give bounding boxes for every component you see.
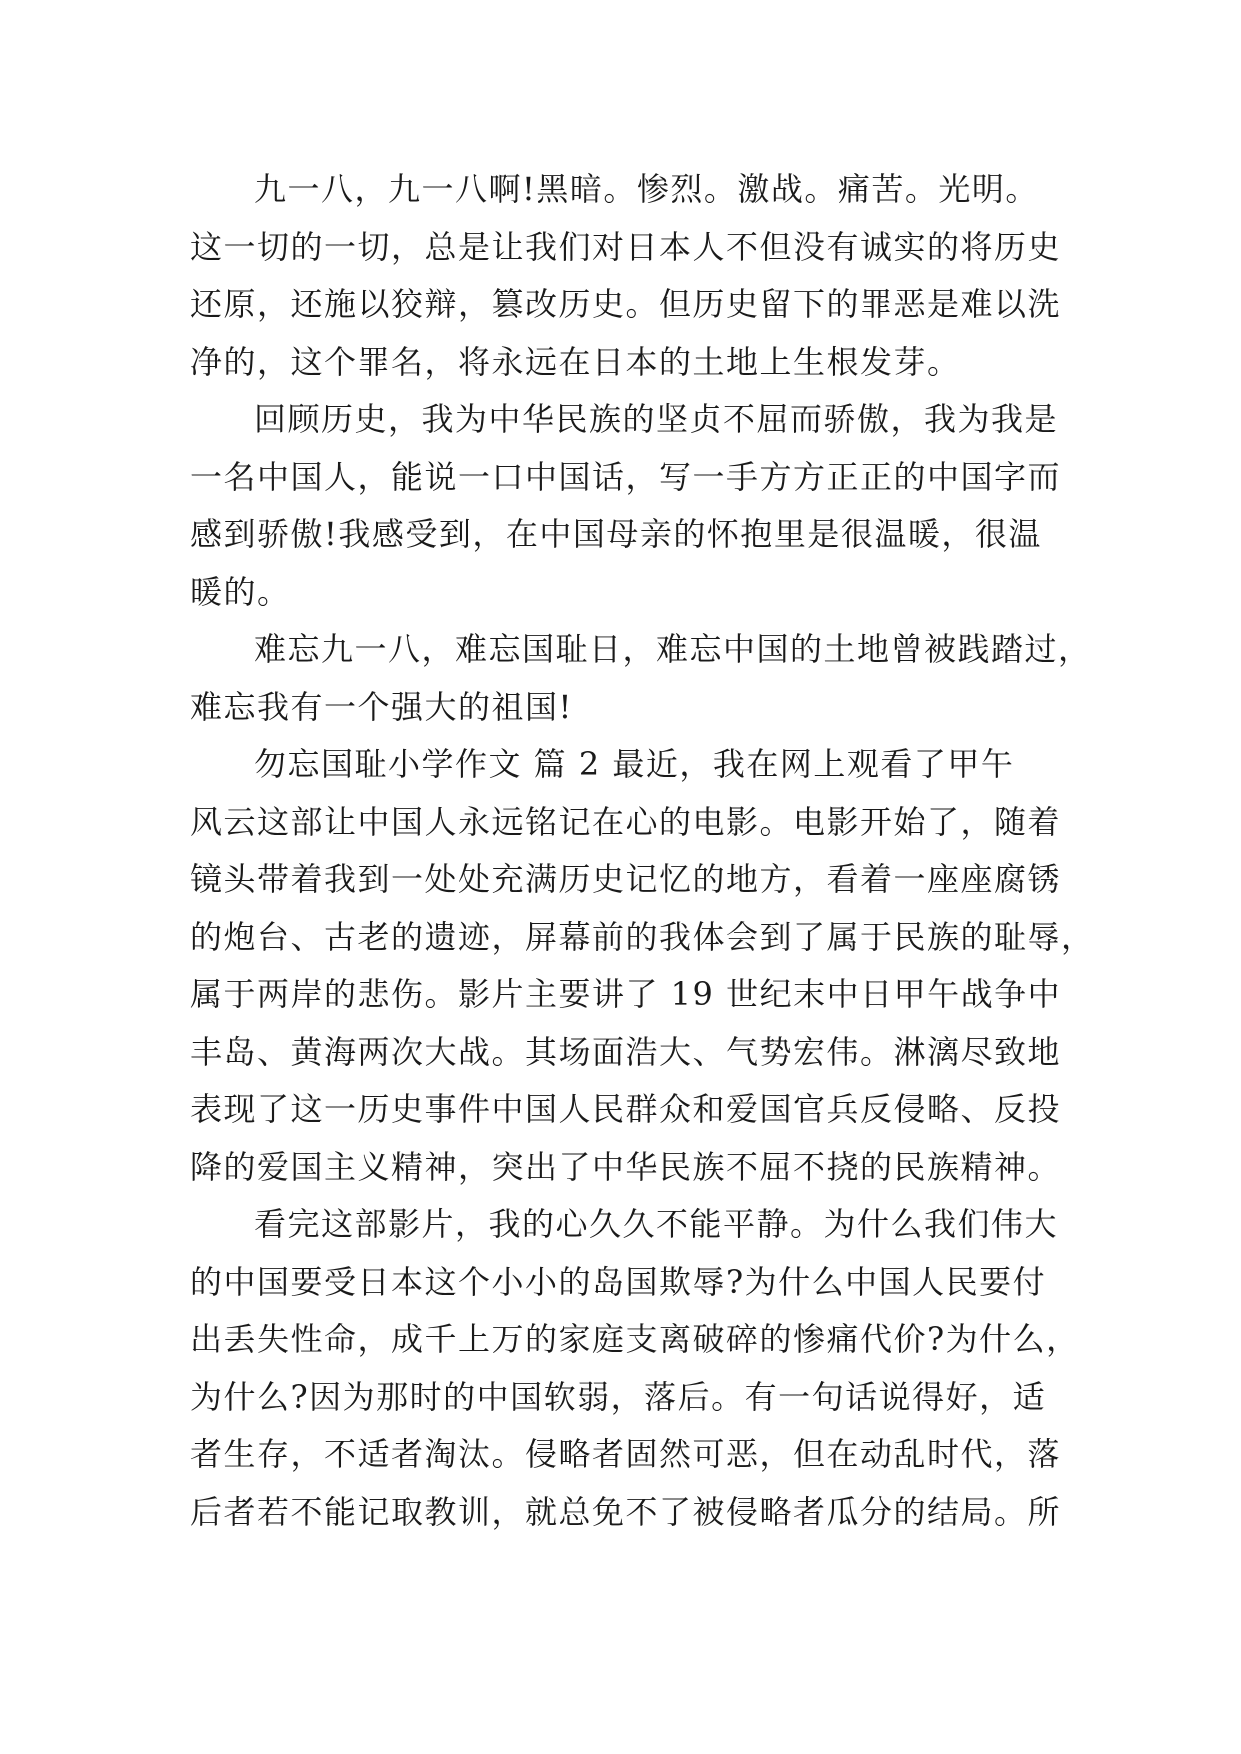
text-line: 属于两岸的悲伤。影片主要讲了 19 世纪末中日甲午战争中 <box>190 975 1062 1013</box>
text-line: 看完这部影片，我的心久久不能平静。为什么我们伟大 <box>254 1205 1059 1243</box>
text-line: 降的爱国主义精神，突出了中华民族不屈不挠的民族精神。 <box>190 1147 1062 1186</box>
text-line: 感到骄傲!我感受到，在中国母亲的怀抱里是很温暖，很温 <box>190 515 1042 553</box>
text-line: 勿忘国耻小学作文 篇 2 最近，我在网上观看了甲午 <box>254 745 1015 783</box>
text-line: 的中国要受日本这个小小的岛国欺辱?为什么中国人民要付 <box>190 1262 1047 1301</box>
text-line: 者生存，不适者淘汰。侵略者固然可恶，但在动乱时代，落 <box>190 1435 1062 1473</box>
text-line: 表现了这一历史事件中国人民群众和爱国官兵反侵略、反投 <box>190 1090 1062 1128</box>
text-line: 镜头带着我到一处处充满历史记忆的地方，看着一座座腐锈 <box>190 860 1062 898</box>
text-line: 丰岛、黄海两次大战。其场面浩大、气势宏伟。淋漓尽致地 <box>190 1032 1062 1071</box>
text-line: 后者若不能记取教训，就总免不了被侵略者瓜分的结局。所 <box>190 1492 1062 1531</box>
text-line: 为什么?因为那时的中国软弱，落后。有一句话说得好，适 <box>190 1377 1047 1416</box>
text-line: 的炮台、古老的遗迹，屏幕前的我体会到了属于民族的耻辱， <box>190 917 1095 956</box>
text-line: 风云这部让中国人永远铭记在心的电影。电影开始了，随着 <box>190 802 1062 841</box>
text-line: 难忘九一八，难忘国耻日，难忘中国的土地曾被践踏过， <box>254 630 1092 668</box>
text-line: 还原，还施以狡辩，篡改历史。但历史留下的罪恶是难以洗 <box>190 285 1062 323</box>
text-line: 难忘我有一个强大的祖国! <box>190 687 573 726</box>
text-line: 净的，这个罪名，将永远在日本的土地上生根发芽。 <box>190 342 961 381</box>
text-line: 出丢失性命，成千上万的家庭支离破碎的惨痛代价?为什么， <box>190 1320 1080 1358</box>
text-line: 回顾历史，我为中华民族的坚贞不屈而骄傲，我为我是 <box>254 400 1059 438</box>
text-line: 九一八，九一八啊!黑暗。惨烈。激战。痛苦。光明。 <box>254 170 1039 208</box>
text-line: 这一切的一切，总是让我们对日本人不但没有诚实的将历史 <box>190 227 1062 266</box>
text-line: 暖的。 <box>190 572 291 611</box>
text-line: 一名中国人，能说一口中国话，写一手方方正正的中国字而 <box>190 457 1062 496</box>
